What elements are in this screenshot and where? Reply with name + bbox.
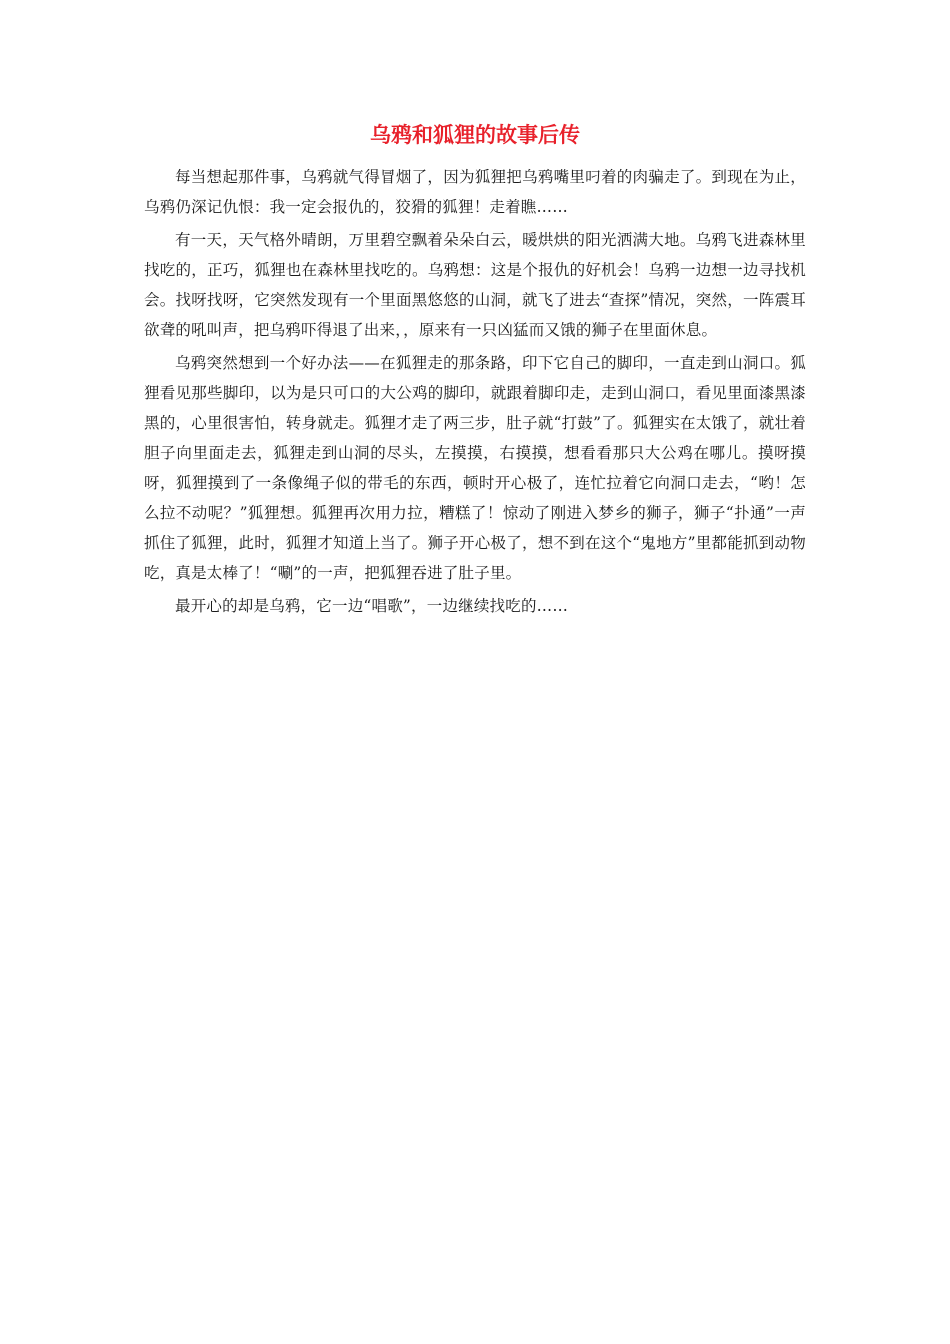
- document-page: [144, 118, 806, 624]
- paragraph-1: 每当想起那件事，乌鸦就气得冒烟了，因为狐狸把乌鸦嘴里叼着的肉骗走了。到现在为止，乌鸦仍深记仇恨：我一定会报仇的，狡猾的狐狸！走着瞧……: [144, 168, 806, 216]
- paragraph-4: 最开心的却是乌鸦，它一边“唱歌”，一边继续找吃的……: [175, 597, 569, 615]
- document-title: 乌鸦和狐狸的故事后传: [370, 123, 580, 147]
- paragraph-2: 有一天，天气格外晴朗，万里碧空飘着朵朵白云，暖烘烘的阳光洒满大地。乌鸦飞进森林里找吃的，正巧，狐狸也在森林里找吃的。乌鸦想：这是个报仇的好机会！乌鸦一边想一边寻找机会。找呀找呀，它突然发现有一个里面黑悠悠的山洞，就飞了进去“查探”情况，突然，一阵震耳欲聋的吼叫声，把乌鸦吓得退了出来，，原来有一只凶猛而又饿的狮子在里面休息。: [144, 231, 806, 339]
- paragraph-3: 乌鸦突然想到一个好办法——在狐狸走的那条路，印下它自己的脚印，一直走到山洞口。狐狸看见那些脚印，以为是只可口的大公鸡的脚印，就跟着脚印走，走到山洞口，看见里面漆黑漆黑的，心里很害怕，转身就走。狐狸才走了两三步，肚子就“打鼓”了。狐狸实在太饿了，就壮着胆子向里面走去，狐狸走到山洞的尽头，左摸摸，右摸摸，想看看那只大公鸡在哪儿。摸呀摸呀，狐狸摸到了一条像绳子似的带毛的东西，顿时开心极了，连忙拉着它向洞口走去，“哟！怎么拉不动呢？”狐狸想。狐狸再次用力拉，糟糕了！惊动了刚进入梦乡的狮子，狮子“扑通”一声抓住了狐狸，此时，狐狸才知道上当了。狮子开心极了，想不到在这个“鬼地方”里都能抓到动物吃，真是太棒了！“唰”的一声，把狐狸吞进了肚子里。: [144, 354, 806, 582]
